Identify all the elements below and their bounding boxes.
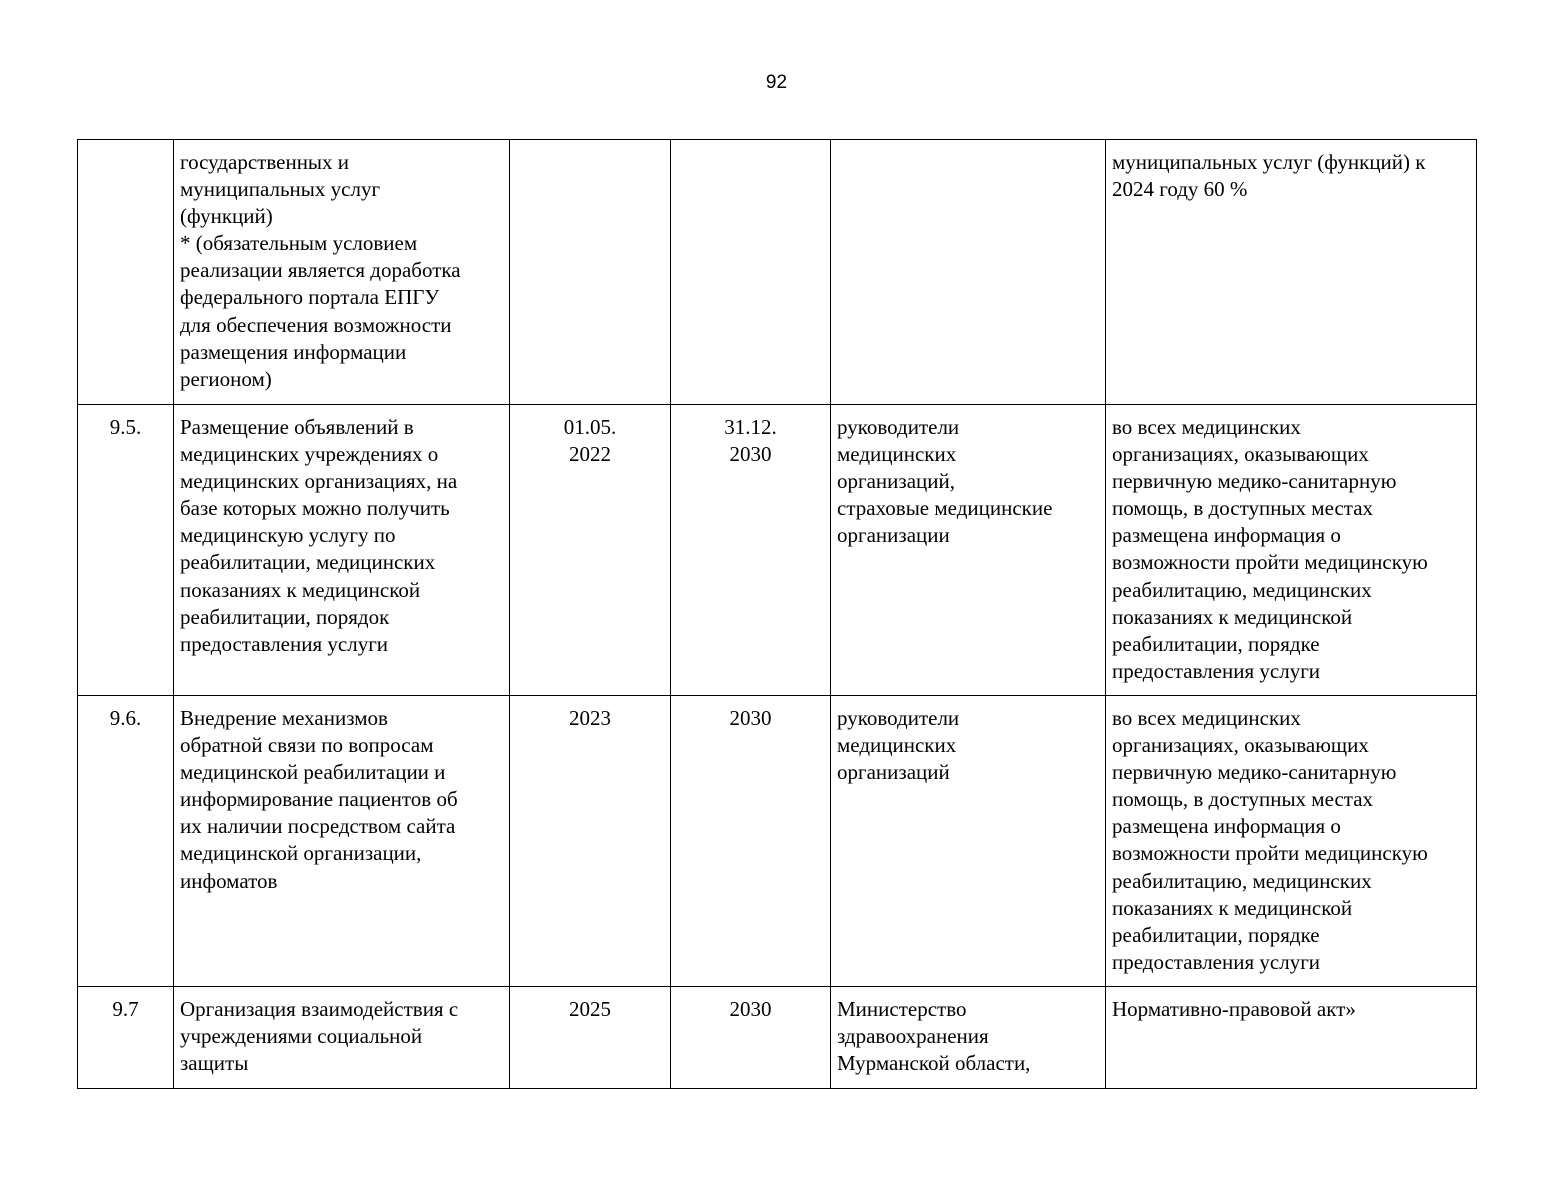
end-date-cell: 2030 [671, 696, 831, 987]
result-cell: Нормативно-правовой акт» [1106, 987, 1477, 1089]
result-cell: муниципальных услуг (функций) к 2024 году 60 % [1106, 140, 1477, 405]
measures-table [77, 139, 1477, 1089]
end-date-cell [671, 140, 831, 405]
event-cell: Размещение объявлений в медицинских учреждениях о медицинских организациях, на базе которых можно получить медицинскую услугу по реабилитации, медицинских показаниях к медицинской реабилитации, порядок предоставления услуги [174, 405, 510, 696]
end-date-cell: 31.12. 2030 [671, 405, 831, 696]
row-number-cell: 9.5. [78, 405, 174, 696]
table-row [78, 405, 1477, 696]
row-number-cell [78, 140, 174, 405]
event-cell: Организация взаимодействия с учреждениями социальной защиты [174, 987, 510, 1089]
event-cell: государственных и муниципальных услуг (функций) * (обязательным условием реализации является доработка федерального портала ЕПГУ для обеспечения возможности размещения информации регионом) [174, 140, 510, 405]
start-date-cell: 01.05. 2022 [510, 405, 671, 696]
start-date-cell: 2023 [510, 696, 671, 987]
responsible-cell: руководители медицинских организаций, страховые медицинские организации [831, 405, 1106, 696]
table-row [78, 140, 1477, 405]
start-date-cell [510, 140, 671, 405]
responsible-cell [831, 140, 1106, 405]
result-cell: во всех медицинских организациях, оказывающих первичную медико-санитарную помощь, в доступных местах размещена информация о возможности пройти медицинскую реабилитацию, медицинских показаниях к медицинской реабилитации, порядке предоставления услуги [1106, 696, 1477, 987]
page-number: 92 [765, 72, 788, 93]
start-date-cell: 2025 [510, 987, 671, 1089]
result-cell: во всех медицинских организациях, оказывающих первичную медико-санитарную помощь, в доступных местах размещена информация о возможности пройти медицинскую реабилитацию, медицинских показаниях к медицинской реабилитации, порядке предоставления услуги [1106, 405, 1477, 696]
responsible-cell: руководители медицинских организаций [831, 696, 1106, 987]
table-row [78, 987, 1477, 1089]
row-number-cell: 9.7 [78, 987, 174, 1089]
responsible-cell: Министерство здравоохранения Мурманской области, [831, 987, 1106, 1089]
end-date-cell: 2030 [671, 987, 831, 1089]
table-row [78, 696, 1477, 987]
row-number-cell: 9.6. [78, 696, 174, 987]
event-cell: Внедрение механизмов обратной связи по вопросам медицинской реабилитации и информирование пациентов об их наличии посредством сайта медицинской организации, инфоматов [174, 696, 510, 987]
